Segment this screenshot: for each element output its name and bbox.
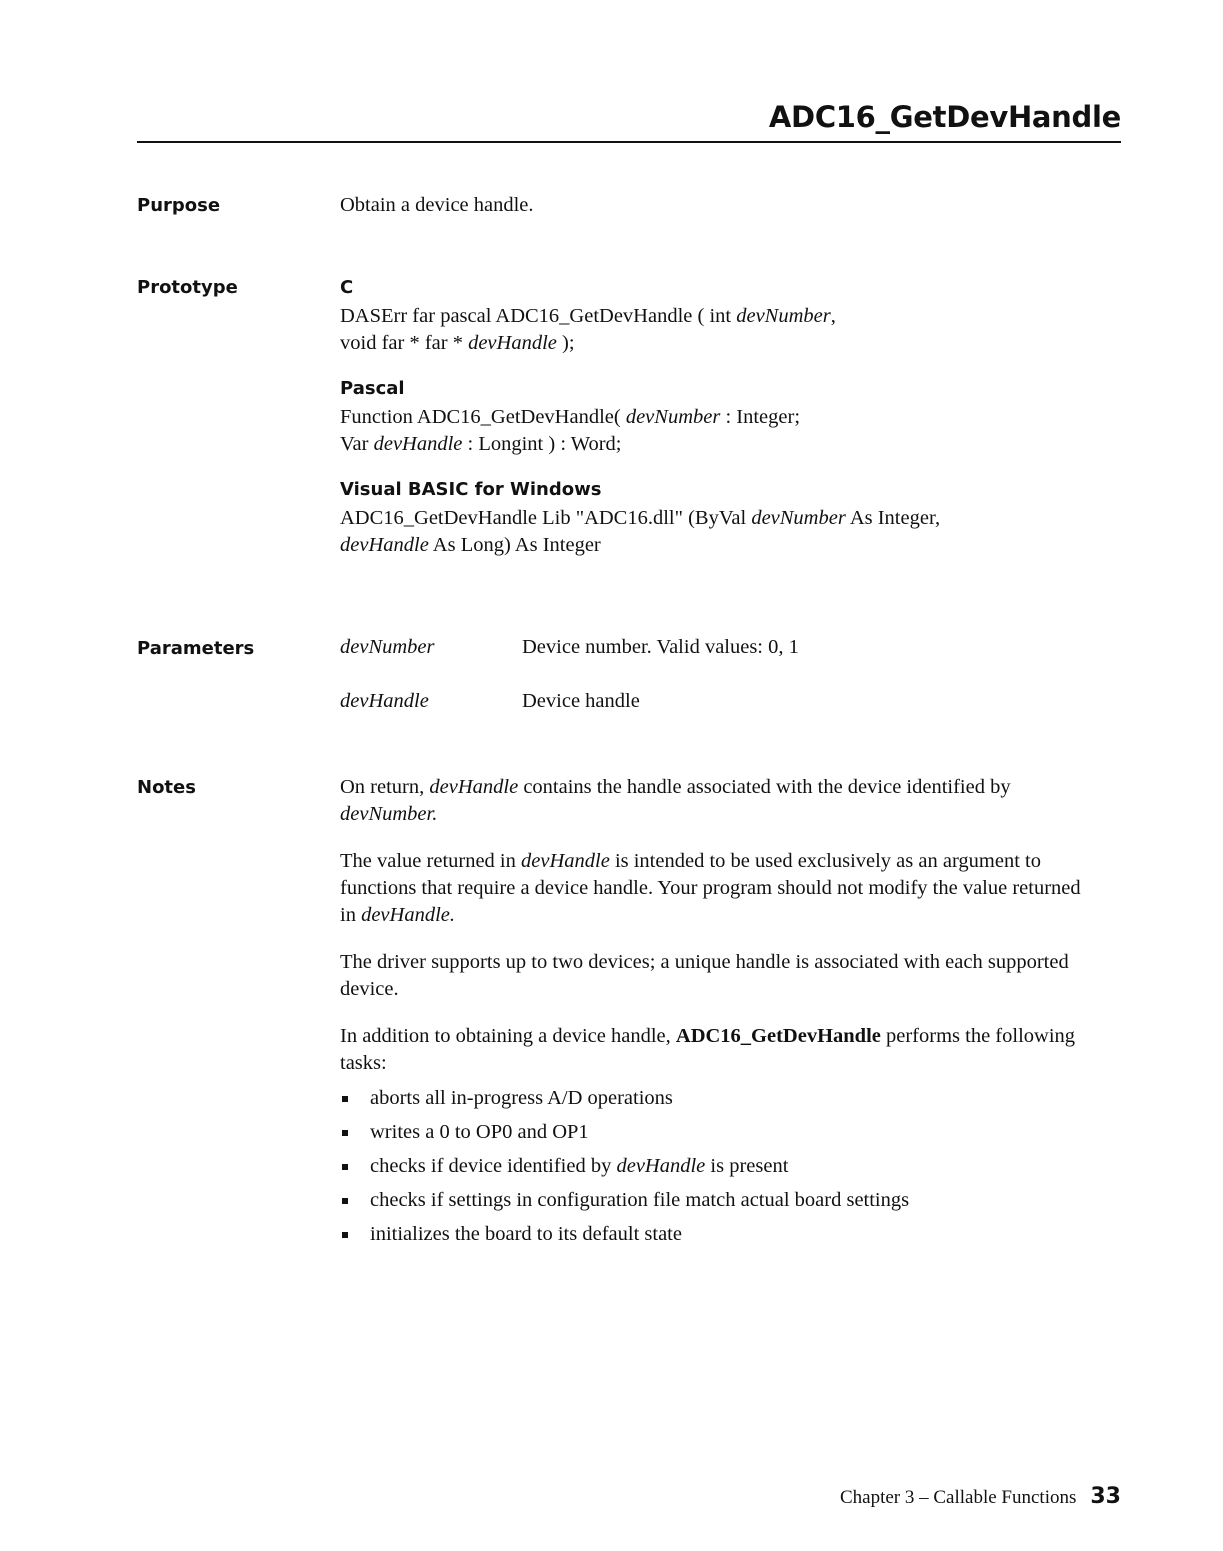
pascal-line-1: Function ADC16_GetDevHandle( devNumber : Integer;: [340, 406, 801, 428]
bullet-icon: [342, 1130, 348, 1136]
bullet-icon: [342, 1232, 348, 1238]
bullet-icon: [342, 1198, 348, 1204]
c-line-2: void far * far * devHandle );: [340, 332, 575, 354]
prototype-section: [340, 276, 1110, 559]
param-desc: Device number. Valid values: 0, 1: [522, 636, 799, 658]
param-name: devNumber: [340, 636, 435, 658]
list-item: checks if device identified by devHandle is present: [340, 1149, 1100, 1183]
page-number: 33: [1090, 1484, 1121, 1509]
parameters-label: Parameters: [137, 638, 255, 659]
page-title: ADC16_GetDevHandle: [768, 100, 1121, 134]
param-name: devHandle: [340, 690, 429, 712]
notes-paragraph-4: In addition to obtaining a device handle, ADC16_GetDevHandle performs the following tasks:: [340, 1025, 1076, 1074]
bullet-icon: [342, 1164, 348, 1170]
notes-section: [340, 774, 1100, 1251]
header-rule: [137, 141, 1121, 143]
page-footer: [840, 1484, 1121, 1509]
notes-paragraph-2: The value returned in devHandle is intended to be used exclusively as an argument to functions that require a device handle. Your program should not modify the value returned in devHandle.: [340, 850, 1081, 926]
list-item: initializes the board to its default state: [340, 1217, 1100, 1251]
notes-paragraph-1: On return, devHandle contains the handle associated with the device identified by devNumber.: [340, 776, 1011, 825]
list-item: checks if settings in configuration file match actual board settings: [340, 1183, 1100, 1217]
c-line-1: DASErr far pascal ADC16_GetDevHandle ( int devNumber,: [340, 305, 836, 327]
notes-paragraph-3: The driver supports up to two devices; a unique handle is associated with each supported device.: [340, 951, 1069, 1000]
param-desc: Device handle: [522, 690, 640, 712]
task-list: [340, 1081, 1100, 1251]
vb-line-2: devHandle As Long) As Integer: [340, 534, 601, 556]
list-item: writes a 0 to OP0 and OP1: [340, 1115, 1100, 1149]
chapter-label: Chapter 3 – Callable Functions: [839, 1487, 1077, 1508]
notes-label: Notes: [137, 777, 196, 798]
c-heading: C: [340, 277, 354, 298]
vb-line-1: ADC16_GetDevHandle Lib "ADC16.dll" (ByVal devNumber As Integer,: [340, 507, 941, 529]
vb-heading: Visual BASIC for Windows: [340, 479, 602, 500]
pascal-line-2: Var devHandle : Longint ) : Word;: [340, 433, 622, 455]
purpose-label: Purpose: [137, 195, 221, 216]
list-item: aborts all in-progress A/D operations: [340, 1081, 1100, 1115]
bullet-icon: [342, 1096, 348, 1102]
prototype-label: Prototype: [137, 277, 238, 298]
pascal-heading: Pascal: [340, 378, 405, 399]
purpose-text: Obtain a device handle.: [340, 194, 534, 216]
